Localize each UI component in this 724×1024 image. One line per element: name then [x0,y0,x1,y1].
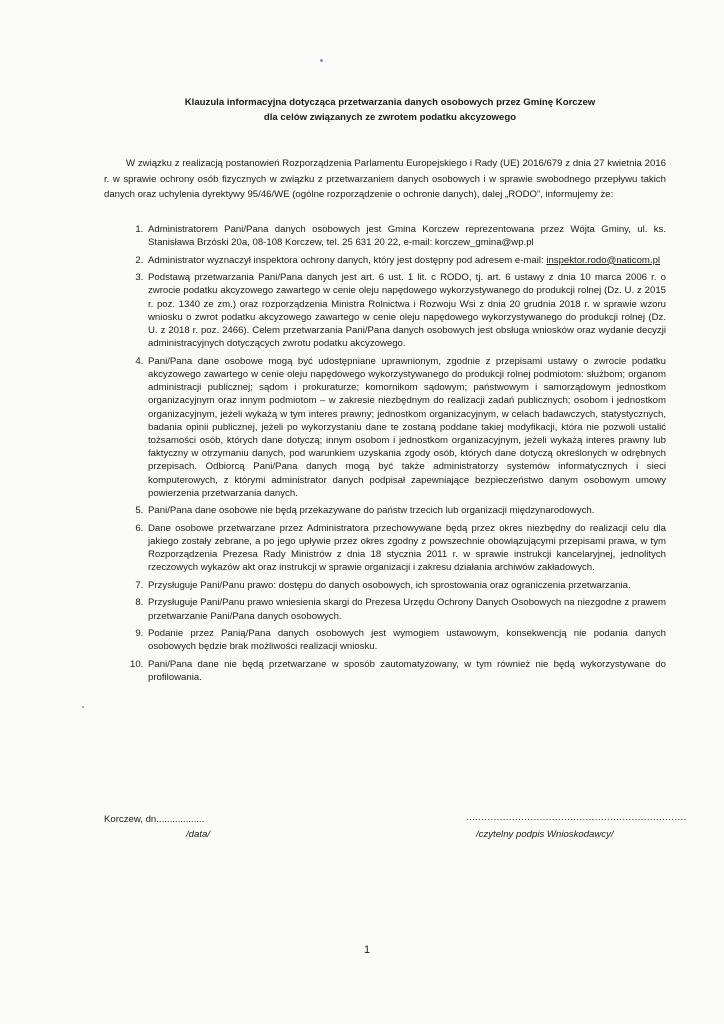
inspector-email-link[interactable]: inspektor.rodo@naticom.pl [546,254,661,266]
clause-9: 9. Podanie przez Panią/Pana danych osobowych jest wymogiem ustawowym, konsekwencją nie podania danych osobowych będzie brak możliwości realizacji wniosku. [146,627,666,653]
clause-2 [146,254,666,267]
page-number: 1 [364,944,371,956]
clause-7: 7. Przysługuje Pani/Panu prawo: dostępu do danych osobowych, ich sprostowania oraz ograniczenia przetwarzania. [146,579,666,592]
title-line-1: Klauzula informacyjna dotycząca przetwarzania danych osobowych przez Gminę Korczew [184,97,596,108]
date-label: /data/ [186,829,211,840]
signature-line: ........................................................................ [466,812,687,823]
scan-speck [320,59,323,62]
scan-speck [82,706,84,708]
clause-3: 3. Podstawą przetwarzania Pani/Pana danych jest art. 6 ust. 1 lit. c RODO, tj. art. 6 ustawy z dnia 10 marca 2006 r. o zwrocie podatku akcyzowego zawartego w cenie oleju napędowego wykorzystywanego do produkcji rolnej (Dz. U. z 2015 r. poz. 1340 ze zm.) oraz rozporządzenia Ministra Rolnictwa i Rozwoju Wsi z dnia 20 grudnia 2018 r. w sprawie wzoru wniosku o zwrot podatku akcyzowego zawartego w cenie oleju napędowego wykorzystywanego do produkcji rolnej (Dz. U. z 2018 r. poz. 2466). Celem przetwarzania Pani/Pana danych osobowych jest obsługa wniosków oraz wydanie decyzji administracyjnych dotyczących zwrotu podatku akcyzowego. [146,271,666,350]
clause-6: 6. Dane osobowe przetwarzane przez Administratora przechowywane będą przez okres niezbędny do realizacji celu dla jakiego zostały zebrane, a po jego upływie przez okres zgodny z powszechnie obowiązującymi przepisami prawa, w tym Rozporządzenia Prezesa Rady Ministrów z dnia 18 stycznia 2011 r. w sprawie instrukcji kancelaryjnej, jednolitych rzeczowych wykazów akt oraz instrukcji w sprawie organizacji i zakresu działania archiwów zakładowych. [146,522,666,575]
clause-4: 4. Pani/Pana dane osobowe mogą być udostępniane uprawnionym, zgodnie z przepisami ustawy o zwrocie podatku akcyzowego zawartego w cenie oleju napędowego wykorzystywanego do produkcji rolnej podmiotom: służbom; organom administracji publicznej; sądom i prokuraturze; komornikom sądowym; państwowym i samorządowym jednostkom organizacyjnym oraz innym podmiotom – w zakresie niezbędnym do realizacji zadań publicznych; osobom i jednostkom organizacyjnym, jeżeli wykażą w tym interes prawny; jednostkom organizacyjnym, w celach badawczych, statystycznych, badania opinii publicznej, jeżeli po wykorzystaniu dane te zostaną poddane takiej modyfikacji, która nie pozwoli ustalić tożsamości osób, których dane dotyczą; innym osobom i jednostkom organizacyjnym, jeżeli wykażą interes prawny lub faktyczny w otrzymaniu danych, pod warunkiem uzyskania zgody osób, których dane dotyczą określonych w odrębnych przepisach. Odbiorcą Pani/Pana danych mogą być także administratorzy systemów informatycznych i sieci komputerowych, z którymi administrator danych podpisał zapewniające bezpieczeństwo danym osobowym umowy powierzenia przetwarzania danych. [146,355,666,500]
clause-10: 10. Pani/Pana dane nie będą przetwarzane w sposób zautomatyzowany, w tym również nie będą wykorzystywane do profilowania. [146,658,666,684]
clause-list [104,223,666,688]
signature-label: /czytelny podpis Wnioskodawcy/ [476,829,614,840]
document-title [100,95,680,125]
title-line-2: dla celów związanych ze zwrotem podatku akcyzowego [263,112,517,123]
clause-1: 1. Administratorem Pani/Pana danych osobowych jest Gmina Korczew reprezentowana przez Wójta Gminy, ul. ks. Stanisława Brzóski 20a, 08-108 Korczew, tel. 25 631 20 22, e-mail: korczew_gmina@wp.pl [146,223,666,249]
clause-8: 8. Przysługuje Pani/Panu prawo wniesienia skargi do Prezesa Urzędu Ochrony Danych Osobowych na niezgodne z prawem przetwarzanie Pani/Pana danych osobowych. [146,596,666,622]
clause-2-text: Administrator wyznaczył inspektora ochrony danych, który jest dostępny pod adresem e-mail: [148,254,544,266]
intro-paragraph: W związku z realizacją postanowień Rozporządzenia Parlamentu Europejskiego i Rady (UE) 2016/679 z dnia 27 kwietnia 2016 r. w sprawie ochrony osób fizycznych w związku z przetwarzaniem danych osobowych i w sprawie swobodnego przepływu takich danych oraz uchylenia dyrektywy 95/46/WE (ogólne rozporządzenie o ochronie danych), dalej „RODO”, informujemy że: [104,158,666,201]
place-date-field: Korczew, dn.................. [104,814,205,825]
clause-5: 5. Pani/Pana dane osobowe nie będą przekazywane do państw trzecich lub organizacji międzynarodowych. [146,504,666,517]
